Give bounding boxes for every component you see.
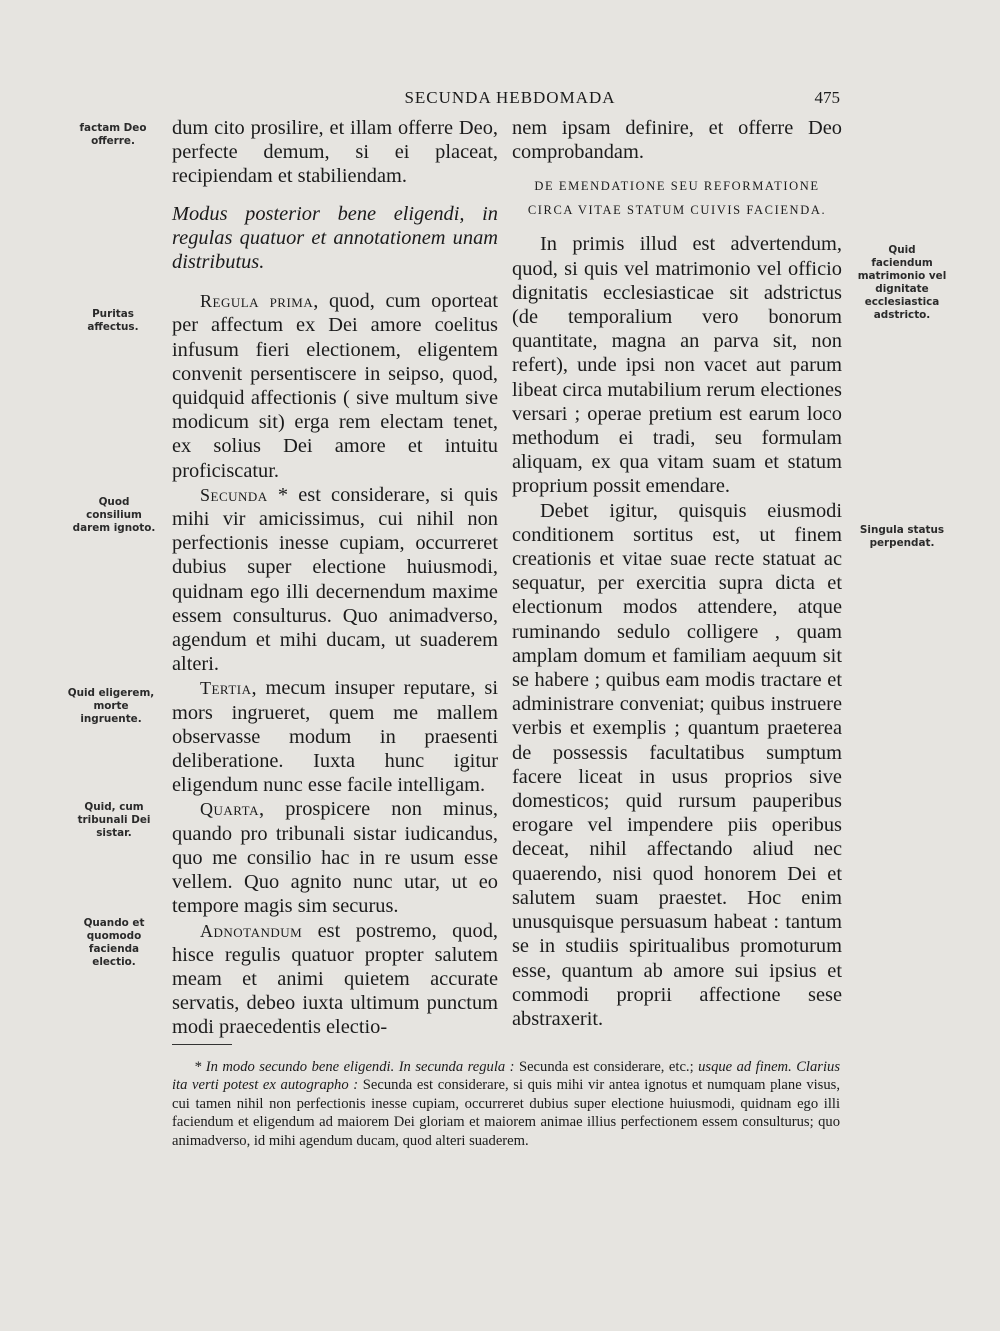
margin-note: Quid eligerem, morte ingruente. (67, 687, 155, 725)
footnote: * In modo secundo bene eligendi. In secunda regula : Secunda est considerare, etc.; usque ad finem. Clarius ita verti potest ex autographo : Secunda est considerare, si quis mihi vir antea ignotus et numquam plane visus, cui tamen nihil non perfectionis inesse cupiam, occurreret dubius super electione huiusmodi, quidnam ego illi faciendum et eligendum ad maiorem Dei gloriam et maiorem animae illius perfectionem essem consulturus; quo animadverso, id mihi agendum ducam, quod alteri suaderem. (172, 1059, 840, 1149)
rule-lead: Quarta (200, 799, 259, 820)
margin-note: Quod consilium darem ignoto. (72, 496, 156, 534)
rule-lead: Tertia (200, 678, 252, 699)
margin-note: factam Deo offerre. (79, 122, 147, 147)
section-heading: DE EMENDATIONE SEU REFORMATIONE CIRCA VITAE STATUM CUIVIS FACIENDA. (527, 179, 827, 218)
section-heading: Modus posterior bene eligendi, in regulas quatuor et annotationem unam distributus. (172, 202, 498, 274)
rule-lead: Secunda (200, 484, 268, 505)
paragraph: In primis illud est advertendum, quod, si quis vel matrimonio vel officio dignitatis ecclesiasticae sit adstrictus (de temporalium vero bonorum quantitate, magna an parva sit, non refert), unde ipsi non vacet aut parum libeat circa mutabilium rerum electiones versari ; operae pretium est earum loco methodum ei tradi, seu formulam aliquam, ex qua vitam suam et statum proprium possit emendare. (512, 233, 842, 498)
margin-note: Singula status perpendat. (859, 524, 945, 549)
footnote-divider (172, 1044, 232, 1045)
page-number: 475 (814, 88, 840, 107)
rule-lead: Regula prima (200, 291, 314, 312)
left-column (172, 116, 498, 1040)
rule-lead: Adnotandum (200, 920, 303, 941)
margin-note: Quando et quomodo facienda electio. (83, 917, 145, 968)
paragraph: Regula prima, quod, cum oporteat per affectum ex Dei amore coelitus infusum fieri electionem, eligentem convenit persentiscere in seipso, quod, quidquid affectionis ( sive multum sive modicum sit) erga rem electam tenet, ex solius Dei amore et intuitu proficiscatur. (172, 290, 498, 482)
running-header: SECUNDA HEBDOMADA (404, 88, 616, 107)
paragraph: Adnotandum est postremo, quod, hisce regulis quatuor propter salutem meam et animi quietem accurate servatis, debeo iuxta ultimum punctum modi praecedentis electio- (172, 919, 498, 1039)
margin-note: Quid faciendum matrimonio vel dignitate ecclesiastica adstricto. (857, 244, 947, 321)
margin-note: Quid, cum tribunali Dei sistar. (77, 801, 151, 839)
paragraph: Debet igitur, quisquis eiusmodi conditionem sortitus est, ut finem creationis et vitae suae recte statuat ac sequatur, per exercitia supra dicta et electionum modos attendere, atque ruminando sedulo colligere , quam amplam domum et familiam aequum sit se habere ; quibus eam modis tractare et administrare conveniat; quibus instruere verbis et exemplis ; quantum praeterea de possessis facultatibus sumptum facere liceat in usus proprios sive domesticos; quid rursum pauperibus erogare vel impendere piis operibus deceat, nihil affectando aliud nec quaerendo, nisi quod honorem Dei et salutem suam praestet. Hoc enim unusquisque persuasum habeat : tantum se in studiis spiritualibus promoturum esse, quantum ab amore sui ipsius et commodi proprii affectione sese abstraxerit. (512, 499, 842, 1030)
margin-note: Puritas affectus. (87, 308, 139, 333)
paragraph: Tertia, mecum insuper reputare, si mors ingrueret, quem me mallem observasse modum in praesenti deliberatione. Iuxta hunc igitur eligendum nunc esse facile intelligam. (172, 677, 498, 797)
paragraph: dum cito prosilire, et illam offerre Deo, perfecte demum, si ei placeat, recipiendam et stabiliendam. (172, 117, 498, 188)
paragraph: nem ipsam definire, et offerre Deo comprobandam. (512, 117, 842, 164)
paragraph: Secunda * est considerare, si quis mihi vir amicissimus, cui nihil non perfectionis inesse cupiam, occurreret dubius super electione huiusmodi, quidnam ego illi decernendum maxime essem consulturus. Quo animadverso, agendum et mihi ducam, ut suaderem alteri. (172, 483, 498, 676)
paragraph: Quarta, prospicere non minus, quando pro tribunali sistar iudicandus, quo me consilio hac in re usum esse vellem. Quo agnito nunc utar, ut eo tempore magis sim securus. (172, 798, 498, 918)
right-column (512, 116, 842, 1031)
